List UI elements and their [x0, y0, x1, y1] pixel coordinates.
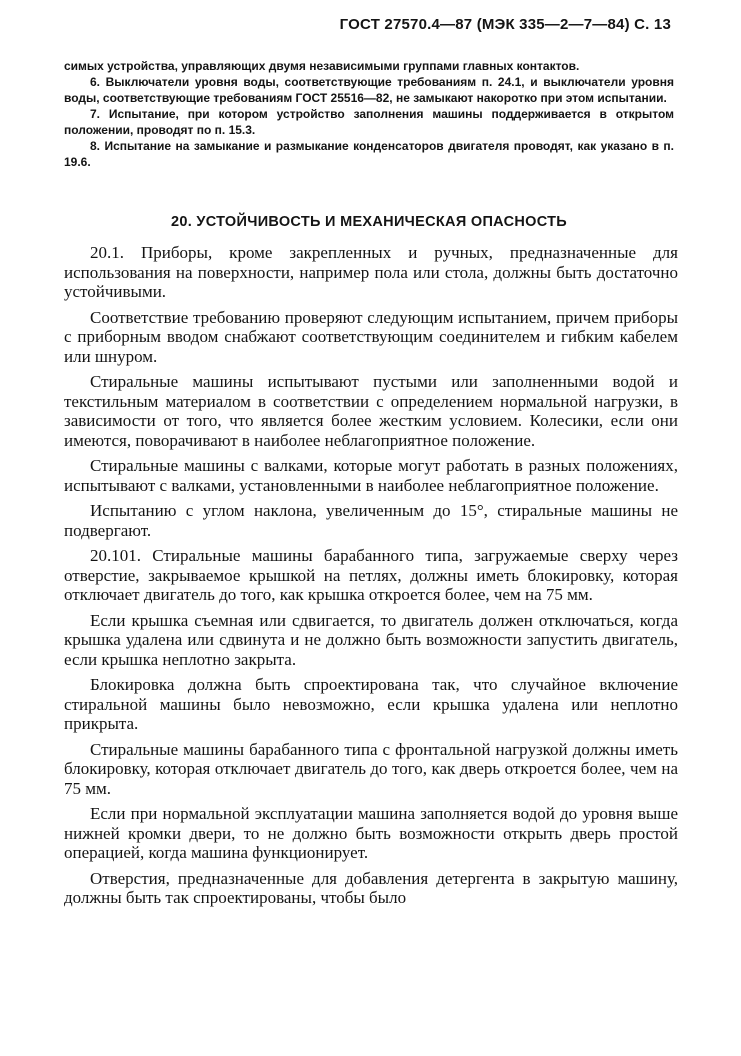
- intro-paragraph: 6. Выключатели уровня воды, соответствующие требованиям п. 24.1, и выключатели уровня воды, соответствующие требованиям ГОСТ 25516—82, не замыкают накоротко при этом испытании.: [64, 75, 674, 105]
- body-paragraph: Стиральные машины барабанного типа с фронтальной нагрузкой должны иметь блокировку, которая отключает двигатель до того, как дверь откроется более, чем на 75 мм.: [64, 739, 678, 798]
- body-paragraph: Испытанию с углом наклона, увеличенным до 15°, стиральные машины не подвергают.: [64, 501, 678, 540]
- body-paragraph: Стиральные машины с валками, которые могут работать в разных положениях, испытывают с валками, установленными в наиболее неблагоприятное положение.: [64, 456, 678, 495]
- body-paragraph: Если крышка съемная или сдвигается, то двигатель должен отключаться, когда крышка удалена или сдвинута и не должно быть возможности запустить двигатель, если крышка неплотно закрыта.: [64, 610, 678, 669]
- main-text-block: [64, 243, 678, 914]
- intro-paragraph: симых устройства, управляющих двумя независимыми группами главных контактов.: [64, 59, 580, 73]
- intro-paragraph: 8. Испытание на замыкание и размыкание конденсаторов двигателя проводят, как указано в п. 19.6.: [64, 139, 674, 169]
- body-paragraph: Отверстия, предназначенные для добавления детергента в закрытую машину, должны быть так спроектированы, чтобы было: [64, 868, 678, 907]
- body-paragraph: Блокировка должна быть спроектирована так, что случайное включение стиральной машины было невозможно, если крышка удалена или неплотно прикрыта.: [64, 675, 678, 733]
- page-header: ГОСТ 27570.4—87 (МЭК 335—2—7—84) С. 13: [339, 16, 671, 33]
- body-paragraph: Соответствие требованию проверяют следующим испытанием, причем приборы с приборным вводом снабжают соответствующим соединителем и гибким кабелем или шнуром.: [64, 307, 678, 366]
- body-paragraph: 20.101. Стиральные машины барабанного типа, загружаемые сверху через отверстие, закрываемое крышкой на петлях, должны иметь блокировку, которая отключает двигатель до того, как крышка откроется более, чем на 75 мм.: [64, 546, 678, 604]
- body-paragraph: 20.1. Приборы, кроме закрепленных и ручных, предназначенные для использования на поверхности, например пола или стола, должны быть достаточно устойчивыми.: [64, 243, 678, 301]
- intro-text-block: [64, 58, 674, 170]
- intro-paragraph: 7. Испытание, при котором устройство заполнения машины поддерживается в открытом положении, проводят по п. 15.3.: [64, 107, 674, 137]
- section-title: 20. УСТОЙЧИВОСТЬ И МЕХАНИЧЕСКАЯ ОПАСНОСТЬ: [171, 214, 567, 230]
- body-paragraph: Стиральные машины испытывают пустыми или заполненными водой и текстильным материалом в соответствии с определением нормальной нагрузки, в зависимости от того, что является более жестким условием. Колесики, если они имеются, поворачивают в наиболее неблагоприятное положение.: [64, 372, 678, 450]
- body-paragraph: Если при нормальной эксплуатации машина заполняется водой до уровня выше нижней кромки двери, то не должно быть возможности открыть дверь простой операцией, когда машина функционирует.: [64, 804, 678, 862]
